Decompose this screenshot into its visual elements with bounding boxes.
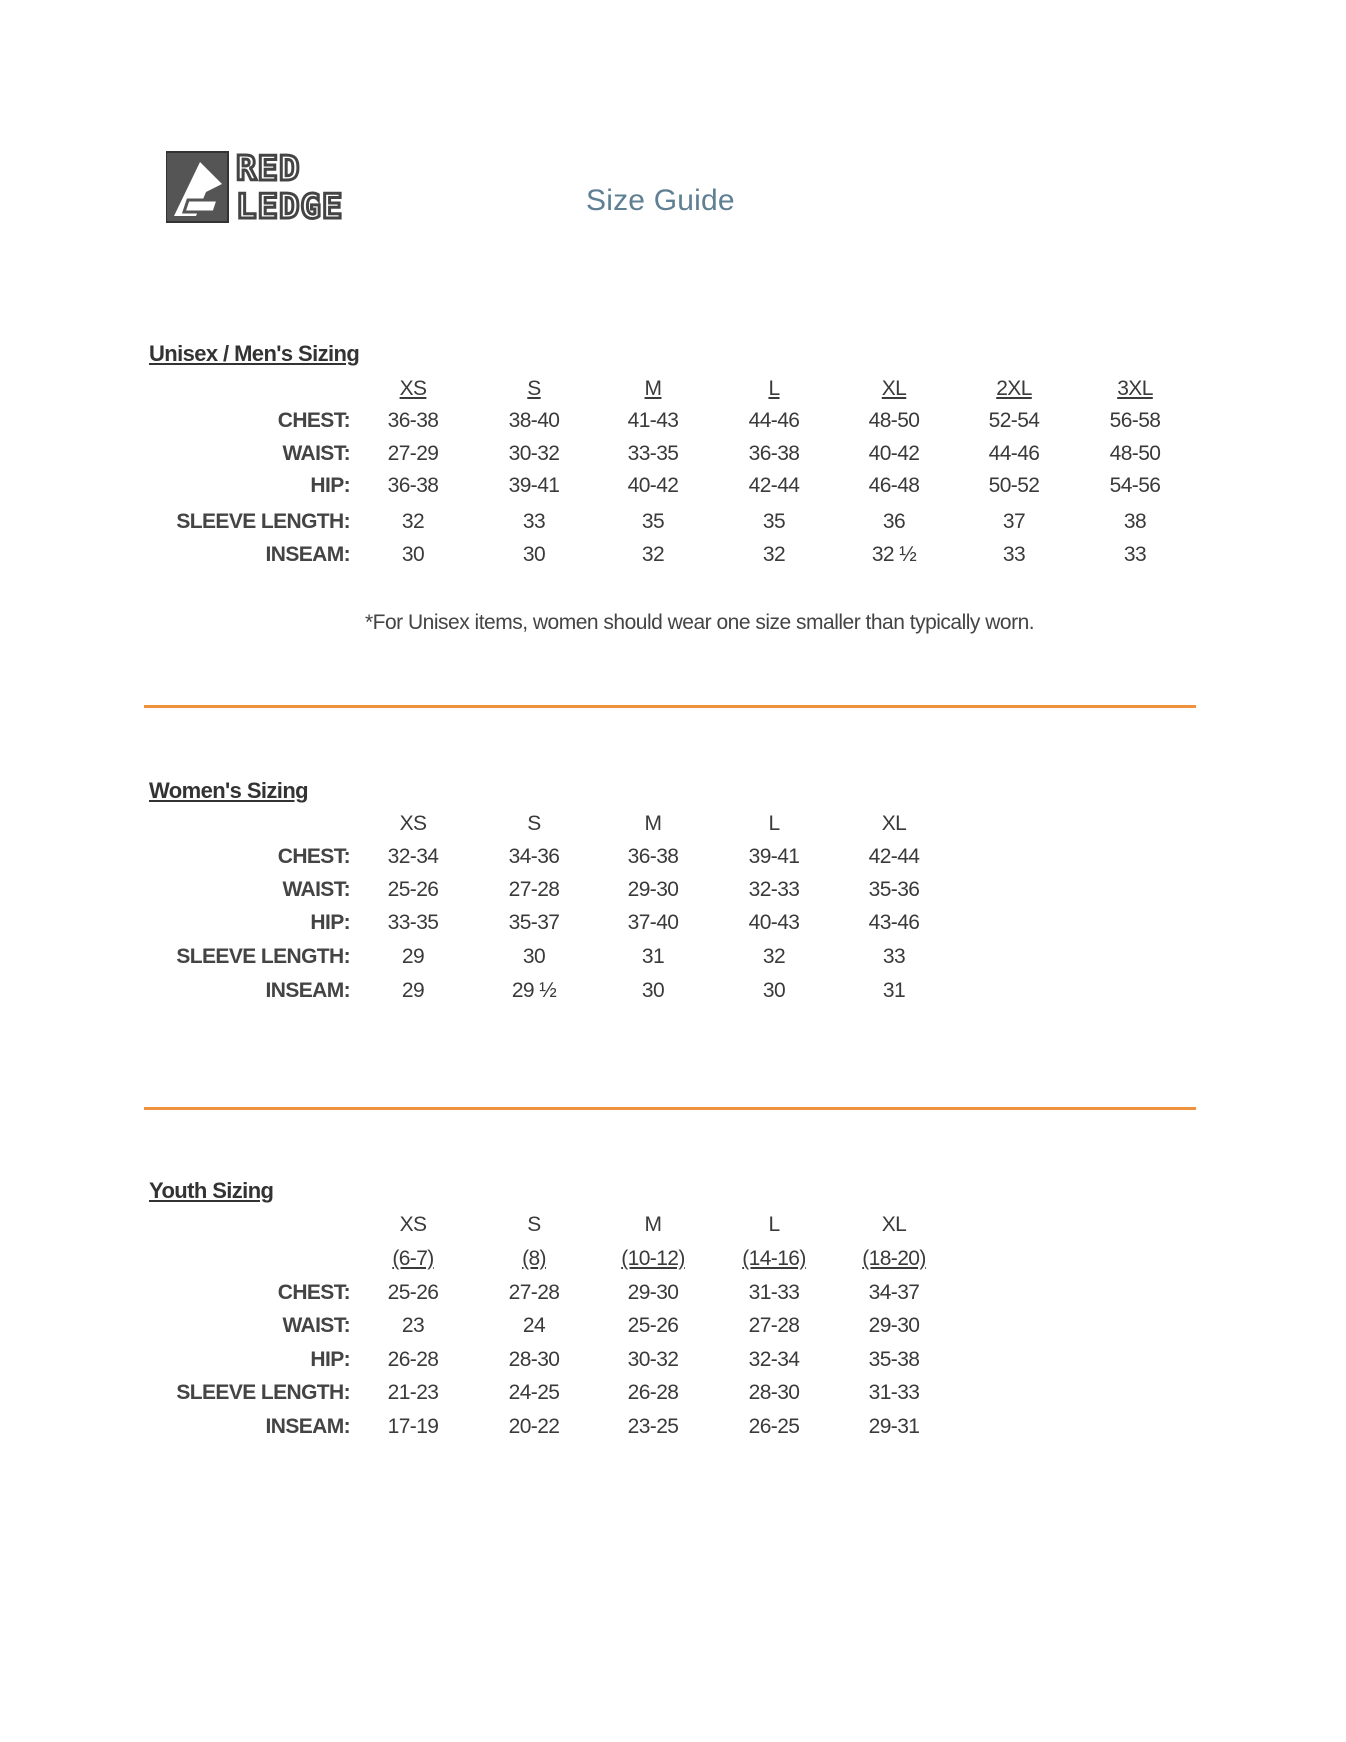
table-row <box>0 945 1346 975</box>
size-header-m: M <box>644 812 662 835</box>
table-row <box>0 911 1346 941</box>
size-range: (8) <box>522 1247 546 1270</box>
section-divider <box>144 705 1196 708</box>
table-cell: 33 <box>882 945 906 968</box>
table-cell: 41-43 <box>627 409 679 432</box>
row-label: WAIST: <box>282 1314 350 1337</box>
table-cell: 29 <box>401 979 425 1002</box>
table-cell: 31-33 <box>748 1281 800 1304</box>
table-cell: 38-40 <box>508 409 560 432</box>
table-cell: 32 ½ <box>871 543 917 566</box>
table-cell: 26-28 <box>627 1381 679 1404</box>
size-header-xl: XL <box>881 1213 907 1236</box>
table-cell: 40-42 <box>627 474 679 497</box>
row-label: HIP: <box>310 474 350 497</box>
table-cell: 44-46 <box>748 409 800 432</box>
table-cell: 35 <box>641 510 665 533</box>
table-cell: 24-25 <box>508 1381 560 1404</box>
table-cell: 26-25 <box>748 1415 800 1438</box>
table-cell: 28-30 <box>748 1381 800 1404</box>
table-cell: 46-48 <box>868 474 920 497</box>
size-header-xs: XS <box>399 812 427 835</box>
table-cell: 36-38 <box>627 845 679 868</box>
size-range-row <box>0 1247 1346 1277</box>
table-cell: 48-50 <box>1109 442 1161 465</box>
table-row <box>0 510 1346 540</box>
table-cell: 29 <box>401 945 425 968</box>
size-header-m: M <box>644 1213 662 1236</box>
table-cell: 42-44 <box>748 474 800 497</box>
table-cell: 39-41 <box>748 845 800 868</box>
table-cell: 40-42 <box>868 442 920 465</box>
table-cell: 32 <box>641 543 665 566</box>
size-header-xs: XS <box>399 1213 427 1236</box>
size-header-3xl: 3XL <box>1117 377 1153 400</box>
table-cell: 37-40 <box>627 911 679 934</box>
table-cell: 25-26 <box>387 1281 439 1304</box>
table-cell: 43-46 <box>868 911 920 934</box>
table-cell: 26-28 <box>387 1348 439 1371</box>
size-header-l: L <box>768 377 780 400</box>
table-cell: 50-52 <box>988 474 1040 497</box>
table-cell: 28-30 <box>508 1348 560 1371</box>
row-label: HIP: <box>310 1348 350 1371</box>
table-cell: 35-37 <box>508 911 560 934</box>
size-header-s: S <box>527 812 541 835</box>
table-cell: 36-38 <box>387 409 439 432</box>
table-cell: 31-33 <box>868 1381 920 1404</box>
red-ledge-logo <box>166 150 406 226</box>
table-row <box>0 1314 1346 1344</box>
table-cell: 29-30 <box>627 878 679 901</box>
row-label: CHEST: <box>277 1281 350 1304</box>
table-cell: 27-28 <box>508 878 560 901</box>
table-cell: 27-28 <box>508 1281 560 1304</box>
row-label: WAIST: <box>282 878 350 901</box>
table-cell: 29 ½ <box>511 979 557 1002</box>
size-header-l: L <box>768 1213 780 1236</box>
table-cell: 34-36 <box>508 845 560 868</box>
row-label: CHEST: <box>277 409 350 432</box>
table-cell: 27-28 <box>748 1314 800 1337</box>
size-header-2xl: 2XL <box>996 377 1032 400</box>
table-cell: 31 <box>882 979 906 1002</box>
size-range: (10-12) <box>621 1247 685 1270</box>
size-header-row <box>0 1213 1346 1243</box>
table-cell: 44-46 <box>988 442 1040 465</box>
size-header-row <box>0 812 1346 842</box>
size-header-s: S <box>527 377 541 400</box>
row-label: INSEAM: <box>265 543 350 566</box>
table-cell: 30 <box>762 979 786 1002</box>
svg-text:LEDGE: LEDGE <box>236 187 344 226</box>
size-header-m: M <box>644 377 662 400</box>
table-cell: 32-34 <box>387 845 439 868</box>
size-header-xl: XL <box>881 812 907 835</box>
table-cell: 38 <box>1123 510 1147 533</box>
table-cell: 33 <box>522 510 546 533</box>
table-cell: 37 <box>1002 510 1026 533</box>
page-title: Size Guide <box>586 184 735 217</box>
table-cell: 48-50 <box>868 409 920 432</box>
size-range: (6-7) <box>392 1247 434 1270</box>
table-cell: 30 <box>401 543 425 566</box>
table-row <box>0 845 1346 875</box>
table-cell: 32 <box>762 945 786 968</box>
table-cell: 39-41 <box>508 474 560 497</box>
size-range: (18-20) <box>862 1247 926 1270</box>
table-cell: 35 <box>762 510 786 533</box>
table-cell: 29-30 <box>627 1281 679 1304</box>
table-cell: 36-38 <box>387 474 439 497</box>
table-cell: 23-25 <box>627 1415 679 1438</box>
row-label: WAIST: <box>282 442 350 465</box>
table-row <box>0 878 1346 908</box>
table-cell: 54-56 <box>1109 474 1161 497</box>
table-cell: 56-58 <box>1109 409 1161 432</box>
table-row <box>0 1381 1346 1411</box>
table-cell: 20-22 <box>508 1415 560 1438</box>
row-label: SLEEVE LENGTH: <box>176 945 350 968</box>
section-heading-womens: Women's Sizing <box>149 778 308 803</box>
table-cell: 31 <box>641 945 665 968</box>
table-cell: 23 <box>401 1314 425 1337</box>
table-cell: 30 <box>641 979 665 1002</box>
table-cell: 27-29 <box>387 442 439 465</box>
table-cell: 33-35 <box>627 442 679 465</box>
row-label: CHEST: <box>277 845 350 868</box>
table-row <box>0 1415 1346 1445</box>
table-cell: 35-38 <box>868 1348 920 1371</box>
unisex-note: *For Unisex items, women should wear one size smaller than typically worn. <box>365 611 1035 634</box>
size-header-l: L <box>768 812 780 835</box>
table-cell: 33-35 <box>387 911 439 934</box>
table-cell: 35-36 <box>868 878 920 901</box>
size-header-xl: XL <box>881 377 907 400</box>
table-cell: 32 <box>401 510 425 533</box>
table-cell: 17-19 <box>387 1415 439 1438</box>
table-cell: 30-32 <box>627 1348 679 1371</box>
table-cell: 36 <box>882 510 906 533</box>
table-row <box>0 979 1346 1009</box>
table-row <box>0 1281 1346 1311</box>
table-cell: 32 <box>762 543 786 566</box>
section-heading-unisex: Unisex / Men's Sizing <box>149 341 360 366</box>
table-row <box>0 474 1346 504</box>
table-cell: 52-54 <box>988 409 1040 432</box>
size-header-row <box>0 377 1346 407</box>
table-cell: 36-38 <box>748 442 800 465</box>
section-heading-youth: Youth Sizing <box>149 1178 274 1203</box>
table-row <box>0 543 1346 573</box>
row-label: HIP: <box>310 911 350 934</box>
table-cell: 32-33 <box>748 878 800 901</box>
table-cell: 29-31 <box>868 1415 920 1438</box>
size-range: (14-16) <box>742 1247 806 1270</box>
table-row <box>0 1348 1346 1378</box>
table-cell: 21-23 <box>387 1381 439 1404</box>
table-cell: 24 <box>522 1314 546 1337</box>
table-cell: 42-44 <box>868 845 920 868</box>
table-cell: 32-34 <box>748 1348 800 1371</box>
table-cell: 29-30 <box>868 1314 920 1337</box>
table-cell: 25-26 <box>627 1314 679 1337</box>
table-cell: 40-43 <box>748 911 800 934</box>
svg-text:RED: RED <box>236 150 301 189</box>
table-row <box>0 442 1346 472</box>
row-label: INSEAM: <box>265 1415 350 1438</box>
size-header-s: S <box>527 1213 541 1236</box>
row-label: INSEAM: <box>265 979 350 1002</box>
table-cell: 33 <box>1123 543 1147 566</box>
row-label: SLEEVE LENGTH: <box>176 1381 350 1404</box>
table-cell: 33 <box>1002 543 1026 566</box>
table-cell: 30 <box>522 945 546 968</box>
table-cell: 34-37 <box>868 1281 920 1304</box>
table-cell: 30-32 <box>508 442 560 465</box>
table-cell: 25-26 <box>387 878 439 901</box>
section-divider <box>144 1107 1196 1110</box>
table-cell: 30 <box>522 543 546 566</box>
size-header-xs: XS <box>399 377 427 400</box>
table-row <box>0 409 1346 439</box>
row-label: SLEEVE LENGTH: <box>176 510 350 533</box>
